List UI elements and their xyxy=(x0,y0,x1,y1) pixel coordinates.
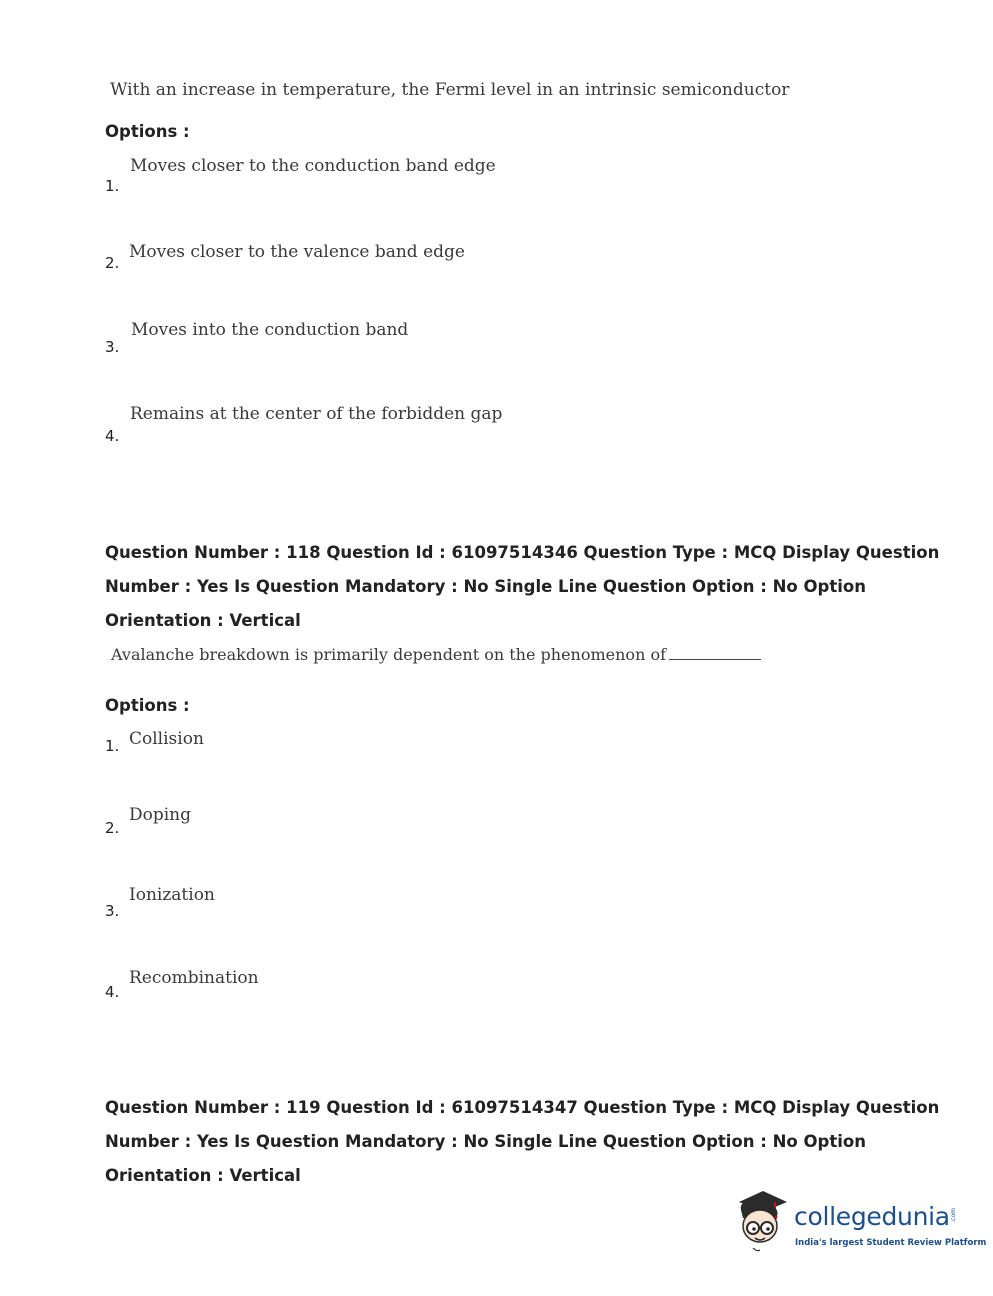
option-number: 3. xyxy=(105,902,120,920)
option-number: 4. xyxy=(105,427,120,445)
option-text: Remains at the center of the forbidden gap xyxy=(130,404,503,424)
answer-blank xyxy=(669,645,761,660)
option-number: 1. xyxy=(105,177,120,195)
option-text: Moves closer to the valence band edge xyxy=(129,242,465,262)
logo-tagline: India's largest Student Review Platform xyxy=(795,1238,987,1248)
option-number: 2. xyxy=(105,254,120,272)
option-text: Collision xyxy=(129,729,204,749)
option-number: 2. xyxy=(105,819,120,837)
option-number: 4. xyxy=(105,983,120,1001)
option-number: 1. xyxy=(105,737,120,755)
option-text: Moves into the conduction band xyxy=(131,320,409,340)
question-text: With an increase in temperature, the Fermi level in an intrinsic semiconductor xyxy=(110,80,790,100)
option-text: Recombination xyxy=(129,968,259,988)
question-meta: Number : Yes Is Question Mandatory : No Single Line Question Option : No Option xyxy=(105,1132,866,1151)
options-label: Options : xyxy=(105,696,190,715)
question-meta: Orientation : Vertical xyxy=(105,611,301,630)
option-text: Doping xyxy=(129,805,192,825)
option-number: 3. xyxy=(105,338,120,356)
option-text: Ionization xyxy=(129,885,215,905)
logo-wordmark: collegedunia xyxy=(794,1202,950,1231)
question-meta: Question Number : 118 Question Id : 61097514346 Question Type : MCQ Display Question xyxy=(105,543,940,562)
mascot-icon xyxy=(733,1188,793,1254)
option-text: Moves closer to the conduction band edge xyxy=(130,156,496,176)
question-text-line xyxy=(111,645,761,664)
logo-com: .com xyxy=(950,1208,957,1223)
options-label: Options : xyxy=(105,122,190,141)
question-meta: Number : Yes Is Question Mandatory : No Single Line Question Option : No Option xyxy=(105,577,866,596)
question-text: Avalanche breakdown is primarily dependent on the phenomenon of xyxy=(111,645,667,664)
question-meta: Question Number : 119 Question Id : 61097514347 Question Type : MCQ Display Question xyxy=(105,1098,940,1117)
question-meta: Orientation : Vertical xyxy=(105,1166,301,1185)
